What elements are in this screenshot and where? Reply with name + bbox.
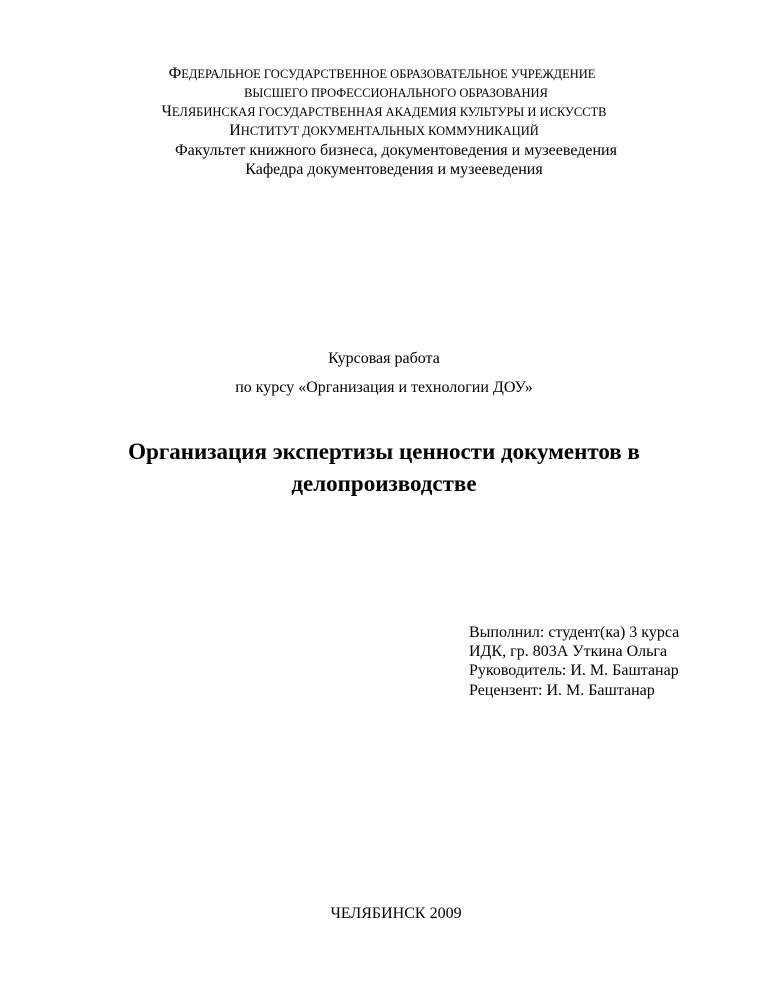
ministry-line [0,66,766,82]
academy-line [0,104,768,120]
work-title-line-1: Организация экспертизы ценности документов в [128,439,640,464]
work-type: Курсовая работа [328,350,440,367]
performed-by: Выполнил: студент(ка) 3 курса [469,624,680,641]
city-year: ЧЕЛЯБИНСК 2009 [330,905,462,922]
faculty-line: Факультет книжного бизнеса, документоведения и музееведения [175,142,617,159]
ministry-line-rest: ЕДЕРАЛЬНОЕ ГОСУДАРСТВЕННОЕ ОБРАЗОВАТЕЛЬНОЕ УЧРЕЖДЕНИЕ [181,67,596,81]
institute-line [0,123,768,139]
work-title [0,436,768,500]
department-line: Кафедра документоведения и музееведения [245,161,543,178]
academy-line-initial: Ч [161,103,172,120]
work-title-line-2: делопроизводстве [291,471,477,496]
supervisor: Руководитель: И. М. Баштанар [469,662,679,679]
institute-line-rest: НСТИТУТ ДОКУМЕНТАЛЬНЫХ КОММУНИКАЦИЙ [240,124,539,138]
academy-line-rest: ЕЛЯБИНСКАЯ ГОСУДАРСТВЕННАЯ АКАДЕМИЯ КУЛЬТУРЫ И ИСКУССТВ [171,105,607,119]
education-level-text: ВЫСШЕГО ПРОФЕССИОНАЛЬНОГО ОБРАЗОВАНИЯ [244,86,548,100]
course-name: по курсу «Организация и технологии ДОУ» [235,379,533,396]
ministry-line-initial: Ф [168,65,182,82]
reviewer: Рецензент: И. М. Баштанар [469,682,655,699]
institute-line-initial: И [229,122,241,139]
education-level-line [12,87,768,100]
student-group: ИДК, гр. 803А Уткина Ольга [469,643,668,660]
